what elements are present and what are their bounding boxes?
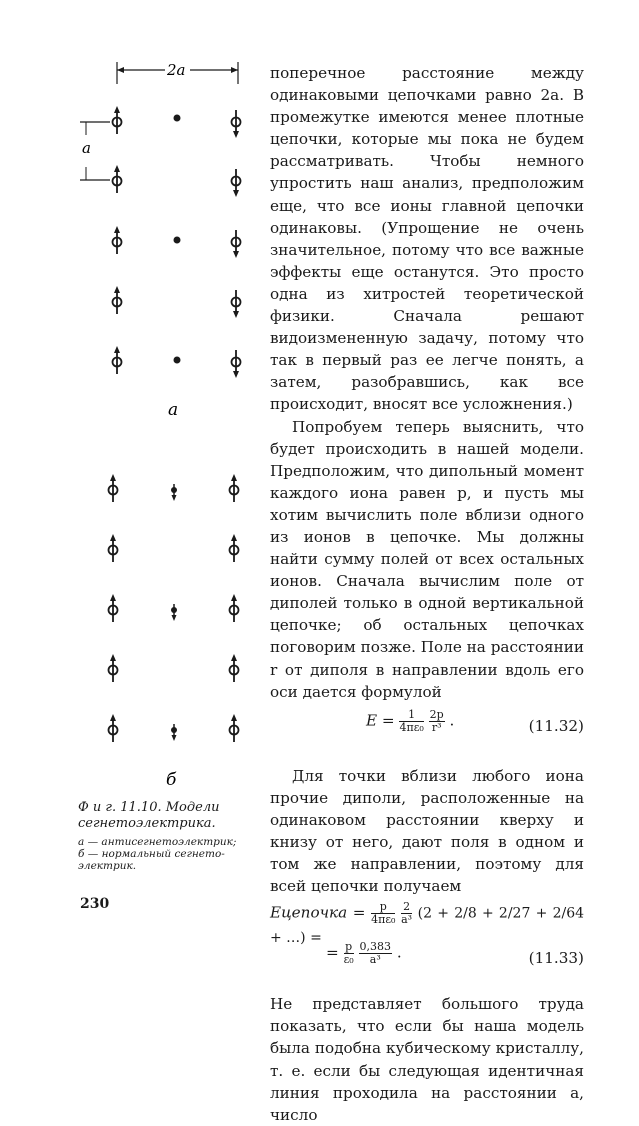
small-dipole: [171, 604, 177, 621]
small-dipole: [171, 724, 177, 741]
eq1-lhs: E =: [366, 711, 395, 730]
gap-label: a: [82, 139, 91, 157]
caption-title: Ф и г. 11.10. Модели сегнетоэлектрика.: [78, 800, 220, 831]
dipole-up: [109, 654, 118, 682]
dipole-up: [230, 594, 239, 622]
dipole-up: [230, 474, 239, 502]
text-column: [270, 62, 584, 1126]
eq1-frac2: $\frac{2p}{\text{r³}}$: [429, 707, 444, 734]
eq1-number: (11.32): [528, 716, 584, 735]
eq3-lhs: =: [326, 943, 339, 962]
caption-b: б — нормальный сегнетоэлектрик.: [78, 848, 225, 872]
model-a: [113, 106, 241, 378]
caption-a: а — антисегнетоэлектрик;: [78, 836, 237, 848]
eq2-series: (2 + 2/8 + 2/27 + 2/64 + …) =: [270, 905, 585, 947]
paragraph-3: Для точки вблизи любого иона прочие диполи, расположенные на одинаковом расстоянии кверху и книзу от него, дают поля в одном и том же направлении, поэтому для всей цепочки получаем: [270, 766, 584, 896]
eq3-tail: .: [396, 943, 402, 962]
small-dipole: [171, 484, 177, 501]
dipole-down: [232, 230, 241, 258]
eq2-lhs: Eцепочка =: [270, 903, 366, 922]
dipole-diagram: [70, 60, 260, 800]
equation-11-33-b: [326, 941, 584, 985]
paragraph-4: Не представляет большого труда показать, что если бы наша модель была подобна кубическому кристаллу, т. е. если бы следующая идентичная линия проходила на расстоянии a, число: [270, 995, 584, 1124]
dipole-down: [232, 169, 241, 197]
dipole-down: [232, 350, 241, 378]
dipole-up: [113, 106, 122, 134]
eq1-tail: .: [449, 711, 455, 730]
small-ion: [174, 237, 181, 244]
dipole-up: [109, 594, 118, 622]
eq3-frac2: $\frac{0,383}{\text{a³}}$: [359, 940, 391, 967]
dipole-up: [113, 346, 122, 374]
model-b-label: б: [166, 770, 177, 790]
figure-caption: [78, 800, 250, 872]
paragraph-2: Попробуем теперь выяснить, что будет происходить в нашей модели. Предположим, что дипольный момент каждого иона равен p, и пусть мы хотим вычислить поле вблизи одного из ионов в цепочке. Мы должны найти сумму полей от всех остальных ионов. Сначала вычислим поле от диполей только в одной вертикальной цепочке; об остальных цепочках поговорим позже. Поле на расстоянии r от диполя в направлении вдоль его оси дается формулой: [270, 417, 584, 701]
dipole-up: [113, 286, 122, 314]
dipole-up: [109, 534, 118, 562]
eq2-frac2: $\frac{2}{\text{a³}}$: [401, 900, 413, 927]
small-ion: [174, 115, 181, 122]
dipole-figure: [70, 60, 260, 860]
dipole-up: [113, 165, 122, 193]
equation-11-32: [366, 709, 584, 755]
dipole-up: [230, 654, 239, 682]
paragraph-1: поперечное расстояние между одинаковыми цепочками равно 2a. В промежутке имеются менее плотные цепочки, которые мы пока не будем рассматривать. Чтобы немного упростить наш анализ, предположим еще, что все ионы главной цепочки одинаковы. (Упрощение не очень значительное, потому что все важные эффекты еще останутся. Это просто одна из хитростей теоретической физики. Сначала решают видоизмененную задачу, потому что так в первый раз ее легче понять, а затем, разобравшись, как все происходит, вносят все усложнения.): [270, 64, 584, 414]
dipole-up: [230, 534, 239, 562]
dipole-down: [232, 290, 241, 318]
spacing-label: 2a: [167, 61, 186, 79]
dipole-up: [109, 714, 118, 742]
dipole-up: [109, 474, 118, 502]
equation-11-33-a: [270, 900, 585, 947]
eq2-frac1: $\frac{p}{\text{4πε₀}}$: [371, 900, 396, 927]
model-b: [109, 474, 239, 742]
eq3-number: (11.33): [528, 949, 584, 968]
dipole-up: [230, 714, 239, 742]
eq3-frac1: $\frac{p}{\text{ε₀}}$: [343, 940, 354, 967]
dipole-up: [113, 226, 122, 254]
page-number: 230: [80, 896, 110, 912]
model-a-label: a: [168, 400, 179, 420]
small-ion: [174, 357, 181, 364]
eq1-frac1: $\frac{1}{\text{4πε₀}}$: [399, 707, 424, 734]
dipole-down: [232, 110, 241, 138]
